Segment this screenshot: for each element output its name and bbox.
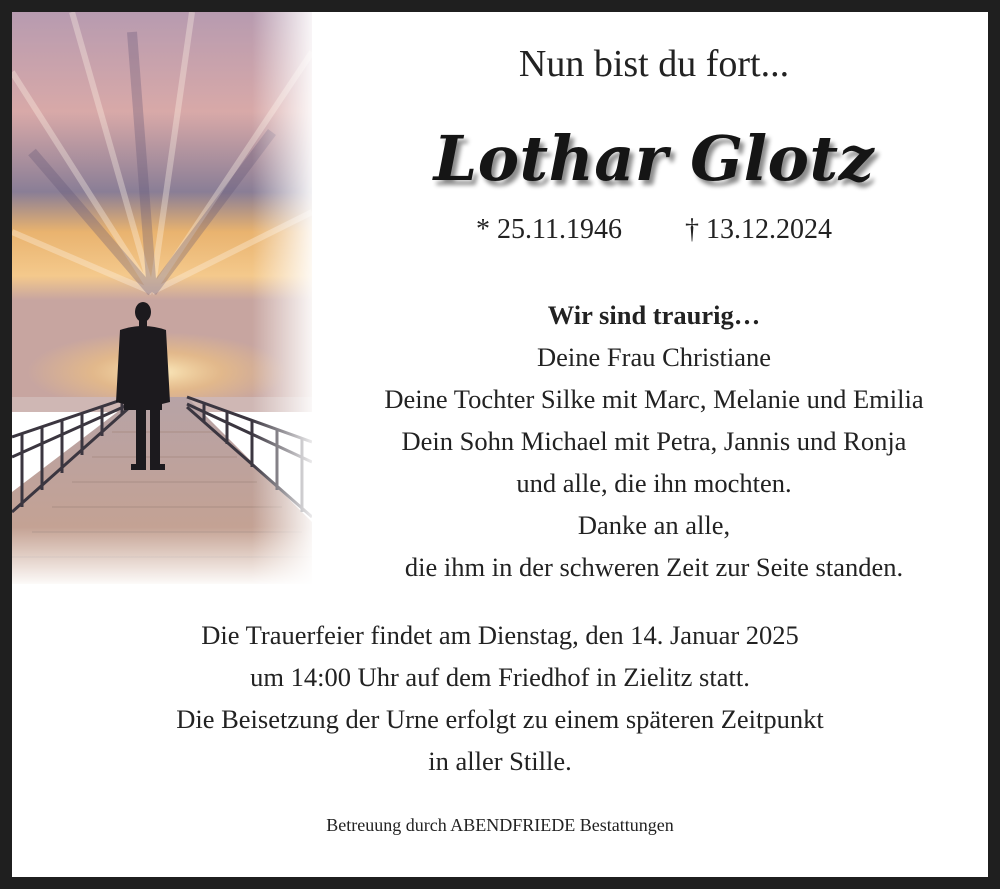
headline: Nun bist du fort... xyxy=(518,43,790,85)
death-date: † 13.12.2024 xyxy=(684,214,832,245)
deceased-name: Lothar Glotz xyxy=(433,122,875,195)
funeral-service-info xyxy=(60,614,940,782)
service-line: Die Beisetzung der Urne erfolgt zu einem späteren Zeitpunkt xyxy=(176,704,824,734)
man-on-pier-image xyxy=(12,12,312,584)
mourners-lead: Wir sind traurig… xyxy=(547,300,761,330)
service-line: um 14:00 Uhr auf dem Friedhof in Zielitz statt. xyxy=(250,662,750,692)
mourner-line: Dein Sohn Michael mit Petra, Jannis und Ronja xyxy=(401,426,907,456)
mourner-line: Danke an alle, xyxy=(577,510,731,540)
life-dates xyxy=(320,214,988,246)
memorial-photo xyxy=(12,12,312,584)
birth-date: * 25.11.1946 xyxy=(476,214,622,245)
mourner-line: Deine Frau Christiane xyxy=(536,342,772,372)
mourner-line: Deine Tochter Silke mit Marc, Melanie und Emilia xyxy=(384,384,924,414)
mourners-list xyxy=(320,294,988,588)
mourner-line: die ihm in der schweren Zeit zur Seite standen. xyxy=(404,552,904,582)
service-line: in aller Stille. xyxy=(428,746,572,776)
undertaker-credit: Betreuung durch ABENDFRIEDE Bestattungen xyxy=(326,815,674,835)
service-line: Die Trauerfeier findet am Dienstag, den 14. Januar 2025 xyxy=(201,620,799,650)
mourner-line: und alle, die ihn mochten. xyxy=(516,468,792,498)
